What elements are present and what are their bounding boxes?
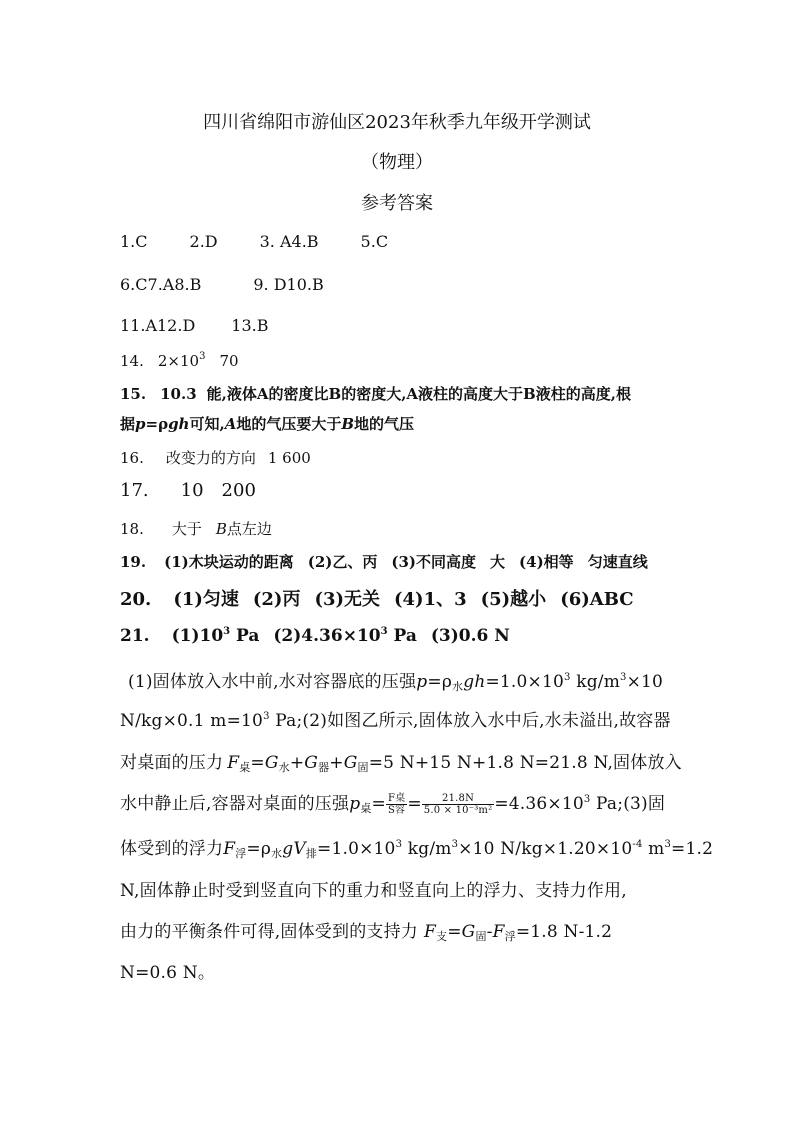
sol1-unit: kg/m <box>570 672 621 692</box>
fraction-2-denominator: 5.0 × 10⁻³m² <box>423 805 493 816</box>
solution-line-5 <box>120 834 713 859</box>
sol3-G2: G <box>304 753 319 773</box>
fraction-force-area <box>386 793 407 816</box>
sol5-text: 体受到的浮力 <box>120 839 224 859</box>
sol3-F: F <box>227 753 240 773</box>
subject-label: （物理） <box>361 152 433 173</box>
q15-place-b: B <box>341 415 355 433</box>
answer-17 <box>120 480 256 501</box>
q20-part-2: (2)丙 <box>252 589 301 610</box>
q15-text-d: 地的气压 <box>354 415 415 433</box>
sol5-exp2: 3 <box>451 839 459 850</box>
q15-formula-gh: gh <box>168 415 190 433</box>
q20-part-5: (5)越小 <box>480 589 547 610</box>
sol5-unit2: m <box>642 839 665 859</box>
sol3-eq: = <box>250 753 265 773</box>
q21-part-3: (3)0.6 N <box>430 626 510 646</box>
answer-16 <box>120 447 311 468</box>
q18-point-b: B <box>215 520 227 538</box>
sol5-sub-buoy: 浮 <box>235 847 247 860</box>
q17-value-b: 200 <box>221 480 256 501</box>
sol7-eq: = <box>447 922 462 942</box>
sol5-exp3: -4 <box>632 839 643 850</box>
sol3-G3: G <box>343 753 358 773</box>
q21-part-2: (2)4.36×10 <box>273 626 381 646</box>
solution-line-7 <box>120 917 612 942</box>
q15-number: 15. <box>120 385 147 403</box>
sol5-gV: gV <box>282 839 306 859</box>
q19-part-3: (3)不同高度 <box>391 553 477 571</box>
sol1-tail: ×10 <box>626 672 664 692</box>
q21-part-1-exp: 3 <box>223 626 231 637</box>
sol7-F2: F <box>492 922 505 942</box>
sol4-p: p <box>349 794 361 814</box>
sol1-exp1: 3 <box>564 672 571 683</box>
answer-20 <box>120 585 634 611</box>
q14-value: 70 <box>219 352 239 370</box>
sol4-exp: 3 <box>583 794 591 805</box>
q21-part-1: (1)10 <box>171 626 224 646</box>
sol5-exp1: 3 <box>395 839 403 850</box>
q19-part-3b: 大 <box>490 553 506 571</box>
sol5-val: =1.0×10 <box>317 839 396 859</box>
sol7-F: F <box>424 922 437 942</box>
sol3-plus1: + <box>289 753 305 773</box>
solution-line-4 <box>120 789 665 816</box>
q15-formula-rho: =ρ <box>145 415 169 433</box>
sol7-sub-solid: 固 <box>475 930 487 943</box>
sol1-val: =1.0×10 <box>485 672 565 692</box>
q14-exponent: 3 <box>199 351 206 362</box>
sol3-G1: G <box>264 753 279 773</box>
q16-text: 改变力的方向 <box>165 449 256 467</box>
sol3-plus2: + <box>329 753 344 773</box>
sol7-minus: - <box>486 922 493 942</box>
sol7-G: G <box>461 922 476 942</box>
answer-5: 5.C <box>360 232 389 251</box>
fraction-1-denominator: S容 <box>388 805 406 816</box>
sol5-exp4: 3 <box>664 839 672 850</box>
sol7-sub-support: 支 <box>436 930 448 943</box>
q15-text-a: 据 <box>120 415 136 433</box>
sol7-text: 由力的平衡条件可得,固体受到的支持力 <box>120 922 419 942</box>
sol5-mid: ×10 N/kg×1.20×10 <box>458 839 633 859</box>
q19-part-1: (1)木块运动的距离 <box>164 553 294 571</box>
answer-21 <box>120 626 510 646</box>
sol1-exp2: 3 <box>620 672 627 683</box>
sol5-rho: =ρ <box>246 839 272 859</box>
q21-part-2-unit: Pa <box>387 626 417 646</box>
sol3-sub-desk: 桌 <box>239 761 251 774</box>
choice-row-1 <box>120 232 388 251</box>
sol4-eq: = <box>371 794 386 814</box>
sol4-eq2: = <box>407 794 422 814</box>
q15-text-b: 可知, <box>189 415 225 433</box>
answer-1: 1.C <box>120 232 148 251</box>
sol3-sub-solid: 固 <box>357 761 369 774</box>
q15-value: 10.3 <box>160 385 197 403</box>
q17-value-a: 10 <box>180 480 204 501</box>
q19-part-2: (2)乙、丙 <box>307 553 378 571</box>
sol4-text: 水中静止后,容器对桌面的压强 <box>120 794 350 814</box>
q18-value-b: 点左边 <box>226 520 272 538</box>
sol5-unit1: kg/m <box>402 839 452 859</box>
q17-number: 17. <box>120 480 149 501</box>
sol1-text: (1)固体放入水中前,水对容器底的压强 <box>128 672 417 692</box>
sol2-text: N/kg×0.1 m=10 <box>120 711 264 731</box>
fraction-1-numerator: F桌 <box>387 793 406 804</box>
document-title: 四川省绵阳市游仙区2023年秋季九年级开学测试 <box>203 112 591 133</box>
answer-15-line-1 <box>120 383 631 404</box>
solution-line-2 <box>120 706 671 731</box>
q19-part-4b: 匀速直线 <box>587 553 648 571</box>
answer-6-8: 6.C7.A8.B <box>120 275 202 294</box>
sol4-tail: Pa;(3)固 <box>590 794 666 814</box>
q15-text-c: 地的气压要大于 <box>236 415 342 433</box>
answer-key-heading: 参考答案 <box>361 193 433 214</box>
q19-number: 19. <box>120 553 147 571</box>
sol5-sub-water: 水 <box>271 847 283 860</box>
q21-part-1-unit: Pa <box>230 626 260 646</box>
q20-part-4: (4)1、3 <box>394 589 467 610</box>
sol5-tail: =1.2 <box>671 839 714 859</box>
q14-number: 14. <box>120 352 144 370</box>
q18-number: 18. <box>120 520 144 538</box>
sol2-tail: Pa;(2)如图乙所示,固体放入水中后,水未溢出,故容器 <box>269 711 671 731</box>
sol3-text: 对桌面的压力 <box>120 753 224 773</box>
answer-11-12: 11.A12.D <box>120 316 196 335</box>
q21-number: 21. <box>120 626 150 646</box>
q15-formula-p: p <box>135 415 146 433</box>
answer-18 <box>120 518 272 539</box>
answer-15-line-2 <box>120 413 414 434</box>
q19-part-4: (4)相等 <box>519 553 574 571</box>
answer-14 <box>120 352 239 370</box>
q21-part-2-exp: 3 <box>380 626 388 637</box>
q15-place-a: A <box>224 415 237 433</box>
q20-number: 20. <box>120 589 152 610</box>
sol7-tail: =1.8 N-1.2 <box>515 922 613 942</box>
answer-9-10: 9. D10.B <box>253 275 324 294</box>
answer-13: 13.B <box>231 316 269 335</box>
q20-part-6: (6)ABC <box>560 589 634 610</box>
sol3-sub-container: 器 <box>318 761 330 774</box>
q18-value-a: 大于 <box>171 520 202 538</box>
solution-line-3 <box>120 748 682 773</box>
sol1-p: p <box>416 672 428 692</box>
sol1-rho: =ρ <box>427 672 453 692</box>
sol5-sub-displaced: 排 <box>305 847 318 860</box>
sol1-gh: gh <box>463 672 486 692</box>
sol2-exp: 3 <box>263 711 270 722</box>
sol3-tail: =5 N+15 N+1.8 N=21.8 N,固体放入 <box>368 753 682 773</box>
solution-line-6: N,固体静止时受到竖直向下的重力和竖直向上的浮力、支持力作用, <box>120 881 627 901</box>
sol7-sub-buoy: 浮 <box>504 930 516 943</box>
q20-part-1: (1)匀速 <box>173 589 239 610</box>
sol3-sub-water: 水 <box>278 761 290 774</box>
answer-3-4: 3. A4.B <box>259 232 319 251</box>
choice-row-3 <box>120 316 268 335</box>
sol1-sub-water: 水 <box>452 680 464 693</box>
choice-row-2 <box>120 275 324 294</box>
sol4-val: =4.36×10 <box>494 794 584 814</box>
q14-base: 2×10 <box>157 352 200 370</box>
sol5-F: F <box>223 839 236 859</box>
q20-part-3: (3)无关 <box>314 589 381 610</box>
fraction-values <box>422 793 495 816</box>
sol4-sub-desk: 桌 <box>360 802 372 815</box>
solution-line-1 <box>128 667 663 692</box>
solution-line-8: N=0.6 N。 <box>120 963 216 983</box>
q16-value: 1 600 <box>267 449 311 467</box>
q16-number: 16. <box>120 449 144 467</box>
answer-2: 2.D <box>189 232 218 251</box>
fraction-2-numerator: 21.8N <box>422 793 495 805</box>
answer-19 <box>120 551 648 572</box>
q15-explanation-1: 能,液体A的密度比B的密度大,A液柱的高度大于B液柱的高度,根 <box>206 385 631 403</box>
